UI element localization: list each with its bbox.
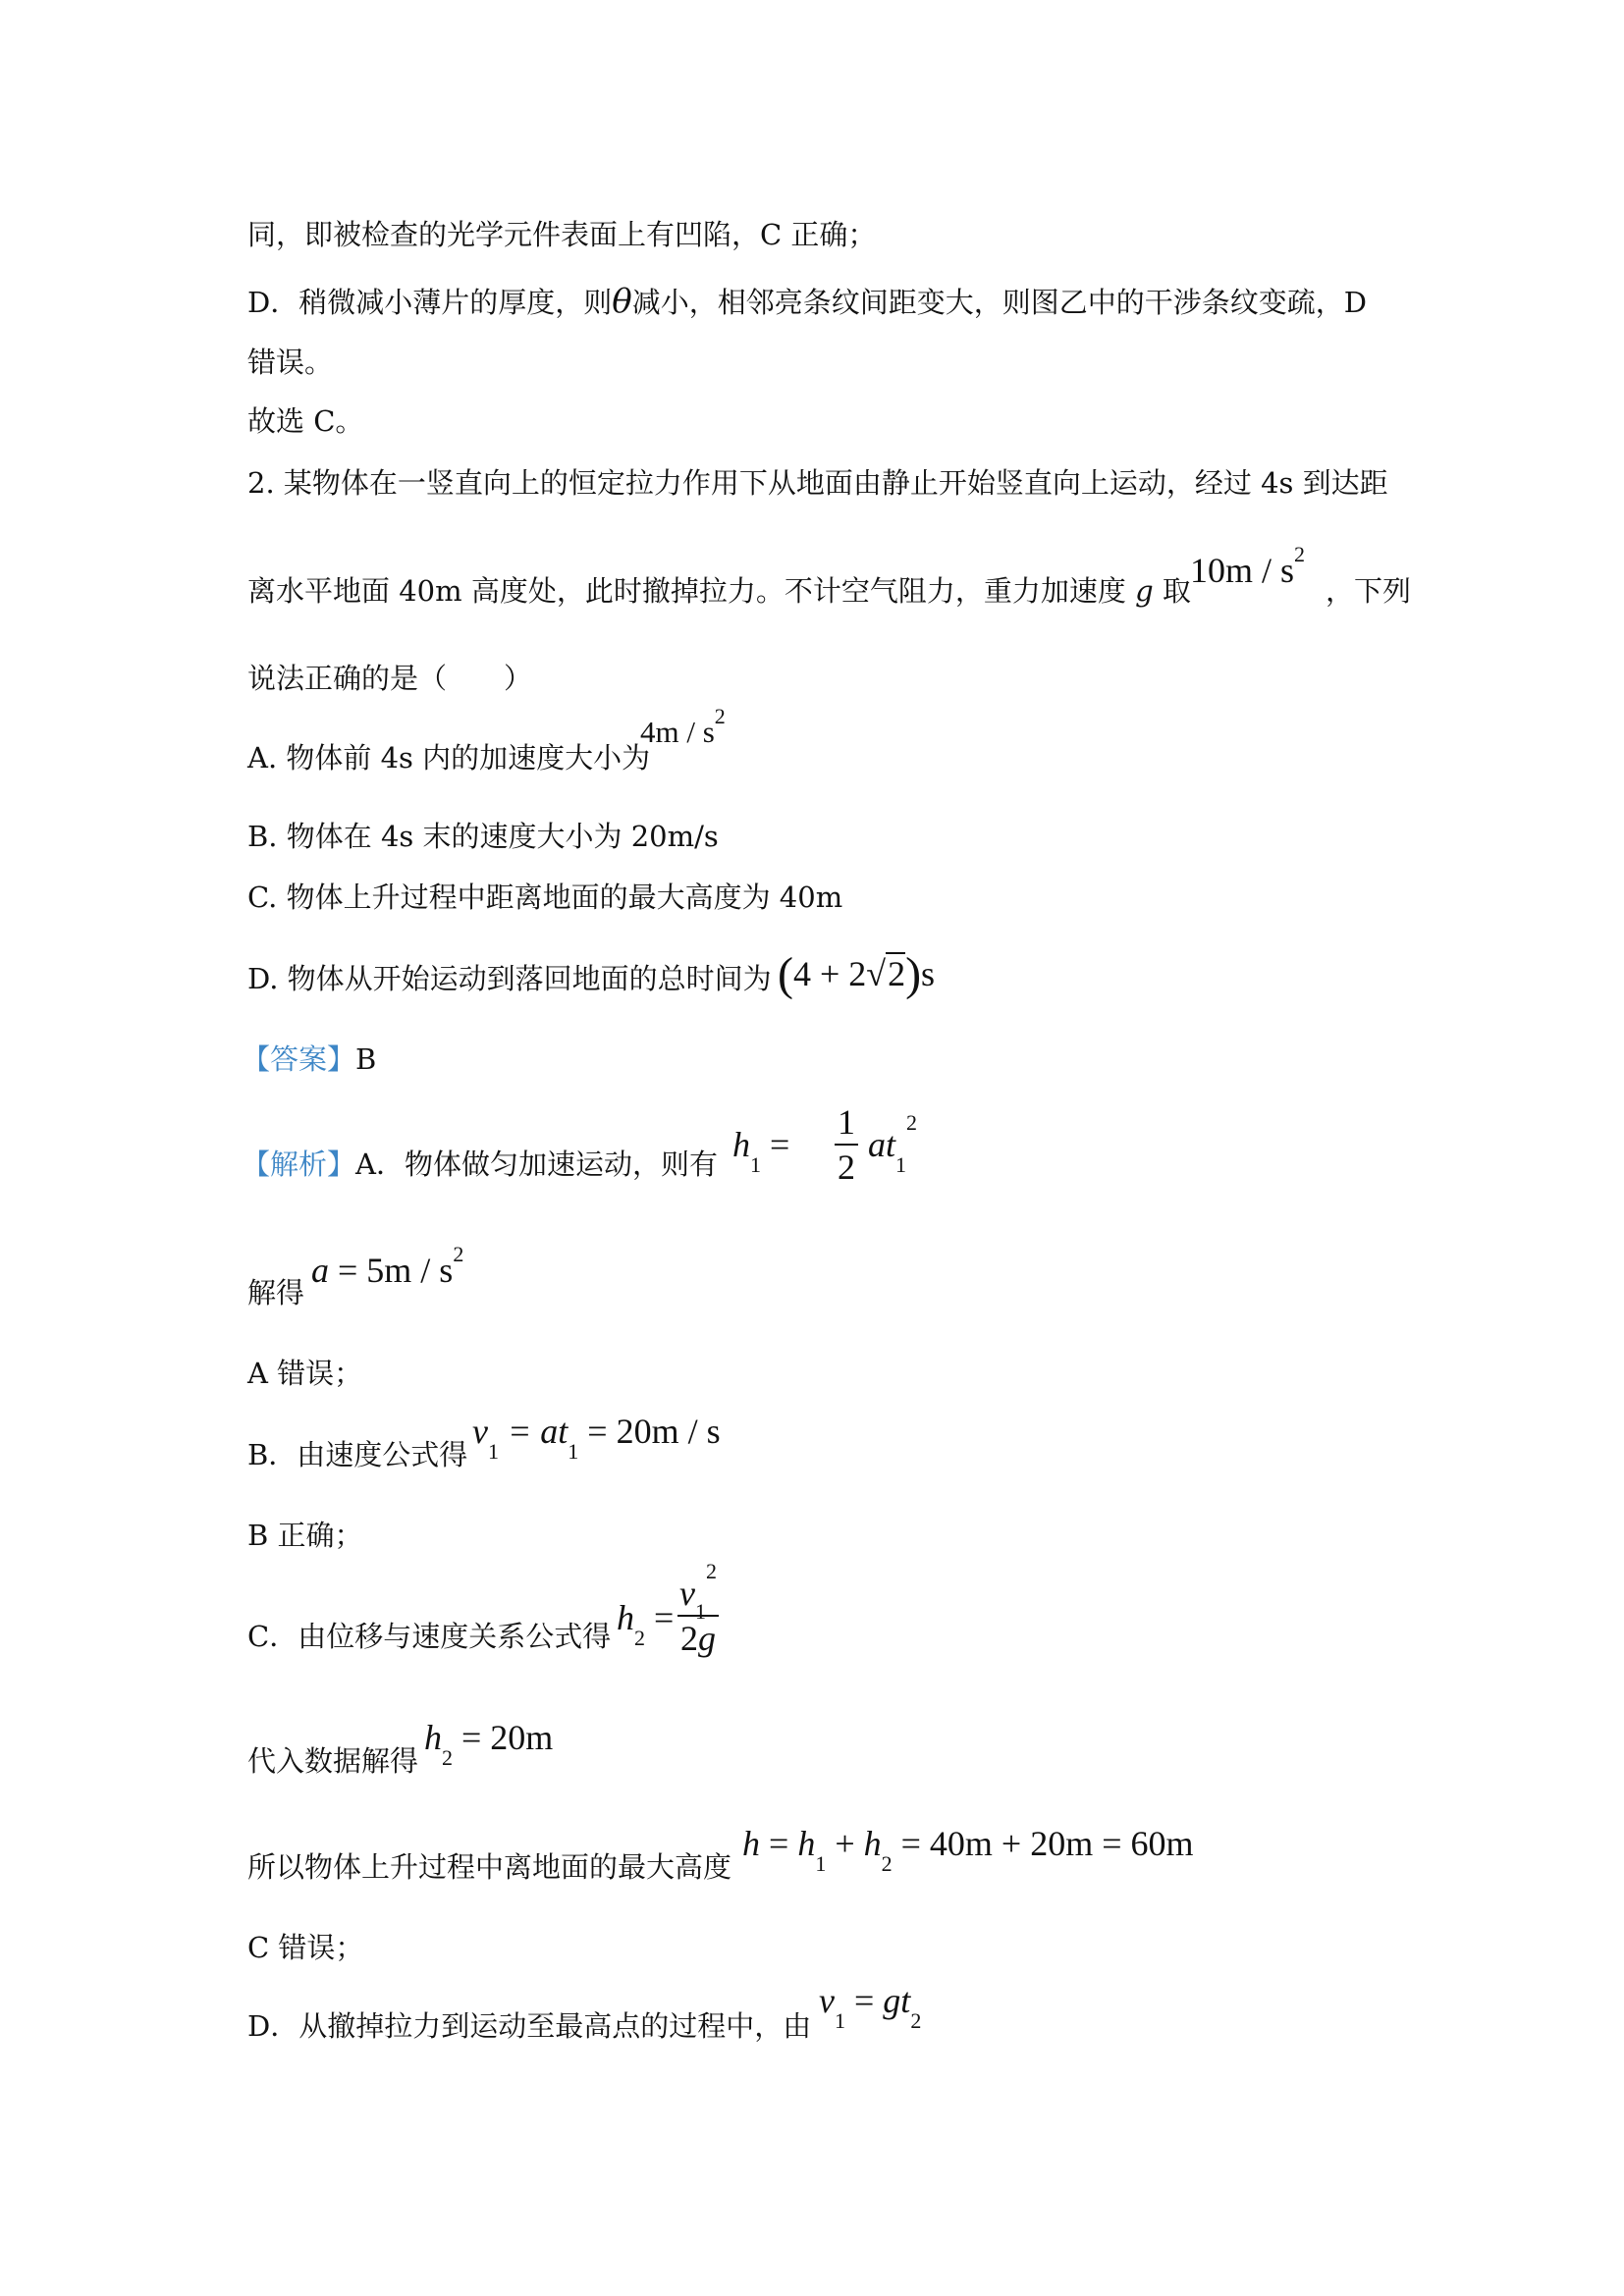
text-line-1: 同，即被检查的光学元件表面上有凹陷，C 正确； (247, 218, 877, 251)
g-value: $10m / s^2$ (1190, 542, 1306, 590)
solve-label: 解得 (247, 1276, 305, 1309)
equation-h2-lhs: $h_2$ = (617, 1598, 675, 1651)
option-d: D. 物体从开始运动到落回地面的总时间为 (247, 962, 772, 995)
theta-symbol: θ (612, 282, 632, 321)
answer-tag: 【答案】 (242, 1042, 356, 1076)
text-line-2a: D．稍微减小薄片的厚度，则 (247, 286, 613, 319)
option-b: B. 物体在 4s 末的速度大小为 20m/s (247, 820, 719, 853)
analysis-a-text: A．物体做匀加速运动，则有 (355, 1148, 718, 1181)
c-wrong: C 错误； (247, 1931, 364, 1964)
q2-text-a: 离水平地面 40m 高度处，此时撤掉拉力。不计空气阻力，重力加速度 (247, 574, 1126, 608)
equation-h1-rhs: $at_1^2$ (868, 1110, 918, 1178)
equation-h2-value: $h_2 = 20m$ (424, 1718, 554, 1771)
g-symbol: g (1135, 574, 1154, 608)
question-2-line-1: 2. 某物体在一竖直向上的恒定拉力作用下从地面由静止开始竖直向上运动，经过 4s 到达距 (247, 466, 1388, 500)
answer-line (242, 1042, 377, 1076)
option-a: A. 物体前 4s 内的加速度大小为 (247, 741, 651, 774)
text-line-4: 故选 C。 (247, 404, 364, 438)
question-2-line-2 (247, 574, 1191, 608)
analysis-line (242, 1150, 718, 1179)
analysis-tag: 【解析】 (242, 1148, 356, 1181)
equation-h1-lhs: $h_1$ = (732, 1125, 790, 1178)
equation-a: $a = 5m / s^2$ (311, 1242, 464, 1290)
c-text: C．由位移与速度关系公式得 (247, 1620, 612, 1653)
text-line-2 (247, 282, 1368, 321)
equation-v1-gt2: $v_1 = gt_2$ (819, 1981, 922, 2034)
answer-value: B (355, 1042, 377, 1076)
q2-text-c: ，下列 (1326, 574, 1412, 608)
text-line-3: 错误。 (247, 346, 334, 379)
b-text: B．由速度公式得 (247, 1438, 468, 1471)
equation-v1: $v_1 = at_1 = 20m / s$ (472, 1412, 721, 1465)
a-wrong: A 错误； (247, 1357, 363, 1390)
fraction-v1sq-2g: $v_1^2$ 2g (677, 1575, 719, 1656)
max-height-text: 所以物体上升过程中离地面的最大高度 (247, 1850, 732, 1884)
option-a-value: $4m / s^2$ (640, 703, 726, 749)
fraction-one-half: 1 2 (835, 1104, 858, 1185)
equation-max-height: $h = h_1 + h_2 = 40m + 20m = 60m$ (742, 1824, 1194, 1877)
option-c: C. 物体上升过程中距离地面的最大高度为 40m (247, 881, 843, 914)
substitute-text: 代入数据解得 (247, 1744, 419, 1778)
option-d-value: (4 + 2√2)s (778, 948, 936, 1000)
d-text: D．从撤掉拉力到运动至最高点的过程中，由 (247, 2009, 812, 2043)
q2-text-b: 取 (1162, 574, 1191, 608)
text-line-2b: 减小，相邻亮条纹间距变大，则图乙中的干涉条纹变疏，D (631, 286, 1368, 319)
question-2-line-3: 说法正确的是（ ） (247, 662, 533, 695)
b-right: B 正确； (247, 1519, 363, 1552)
